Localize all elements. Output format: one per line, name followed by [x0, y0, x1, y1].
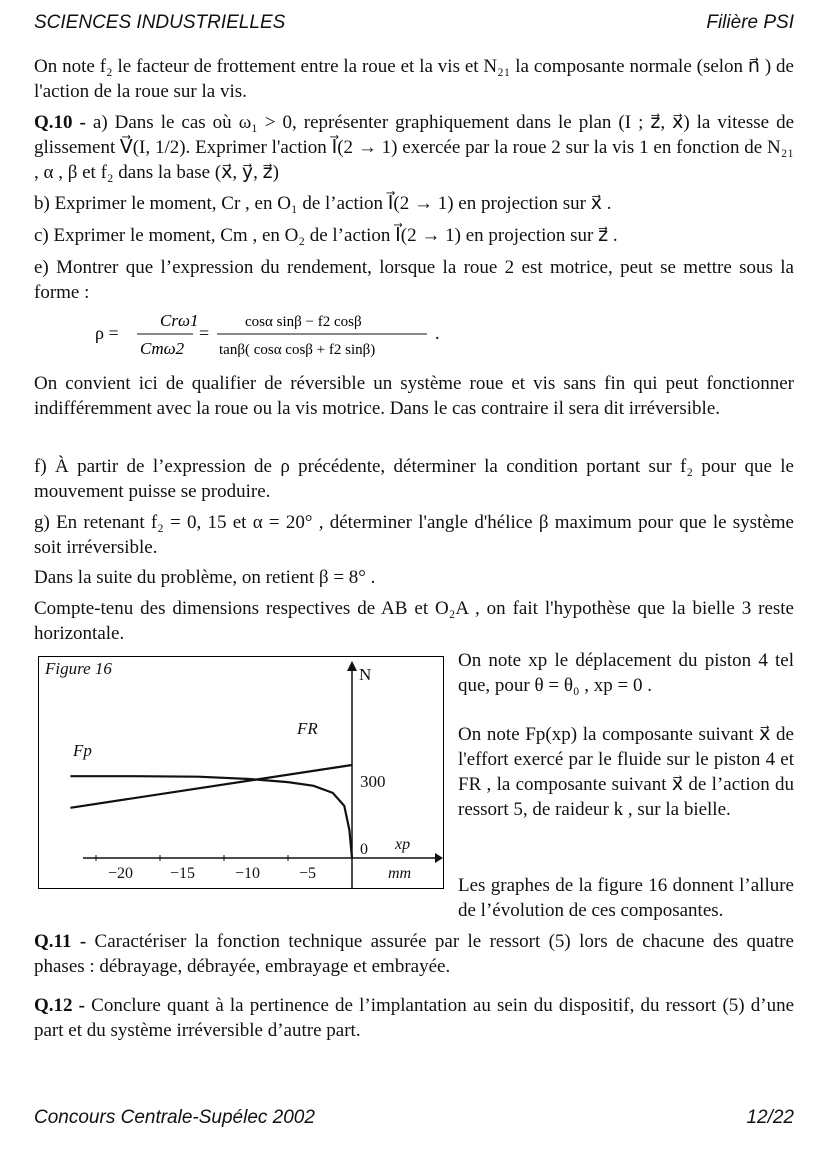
x-tick-minus20: −20 [108, 865, 134, 882]
footer-right: 12/22 [746, 1107, 794, 1128]
intro-paragraph: On note f₂ le facteur de frottement entre la roue et la vis et N₂₁ la composante normale (selon n⃗ ) de l'action de la roue sur la vis. [34, 56, 794, 102]
header-right: Filière PSI [706, 12, 794, 33]
header-left: SCIENCES INDUSTRIELLES [34, 12, 286, 33]
legend-FR: FR [297, 719, 318, 738]
q12-label: Q.12 - [34, 995, 86, 1016]
formula-frac1-num: Crω1 [160, 311, 199, 330]
x-tick-minus5: −5 [299, 865, 317, 882]
reversible-paragraph: On convient ici de qualifier de réversible un système roue et vis sans fin qui peut fonctionner indifféremment avec la roue ou la vis motrice. Dans le cas contraire il sera dit irréversible. [34, 373, 794, 419]
y-axis-label: N [359, 665, 372, 684]
x-axis-arrow [435, 853, 443, 863]
q11-paragraph [34, 929, 794, 979]
q12-text: Conclure quant à la pertinence de l’implantation au sein du dispositif, du ressort (5) d’une part et du système irréversible d’autre part. [34, 995, 795, 1041]
formula-frac2-num: cosα sinβ − f2 cosβ [245, 314, 362, 330]
x-tick-minus15: −15 [170, 865, 196, 882]
q12-paragraph [34, 993, 794, 1043]
right-paragraph-1: On note xp le déplacement du piston 4 tel que, pour θ = θ₀ , xp = 0 . [458, 650, 794, 696]
formula-frac1-den: Cmω2 [140, 339, 185, 358]
formula-equals: = [199, 323, 210, 343]
y-tick-0: 0 [360, 841, 368, 858]
q11-text: Caractériser la fonction technique assurée par le ressort (5) lors de chacune des quatre phases : débrayage, débrayée, embrayage et embrayée. [34, 931, 794, 977]
figure-16 [38, 656, 444, 889]
formula-end: . [435, 323, 440, 343]
formula-frac2-den: tanβ( cosα cosβ + f2 sinβ) [219, 342, 376, 358]
x-unit-label: mm [388, 865, 412, 882]
compte-paragraph: Compte-tenu des dimensions respectives de AB et O₂A , on fait l'hypothèse que la bielle 3 reste horizontale. [34, 598, 794, 644]
q10-a-text: a) Dans le cas où ω₁ > 0, représenter graphiquement dans le plan (I ; z⃗, x⃗) la vitesse de glissement V⃗(I, 1/2). Exprimer l'action I⃗(2 → 1) exercée par la roue 2 sur la vis 1 en fonction de N₂₁ , α , β et f₂ dans la base (x⃗, y⃗, z⃗) [34, 112, 795, 183]
q10-label: Q.10 - [34, 112, 86, 133]
suite-text: Dans la suite du problème, on retient β = 8° . [34, 567, 376, 588]
legend-Fp: Fp [73, 741, 92, 760]
y-tick-300: 300 [360, 772, 386, 791]
footer-left: Concours Centrale-Supélec 2002 [34, 1107, 315, 1128]
question-f: f) À partir de l’expression de ρ précédente, déterminer la condition portant sur f₂ pour que le mouvement puisse se produire. [34, 456, 794, 502]
q11-label: Q.11 - [34, 931, 87, 952]
q10-a-paragraph [34, 110, 794, 185]
q10-b-text: b) Exprimer le moment, Cr , en O₁ de l’action I⃗(2 → 1) en projection sur x⃗ . [34, 193, 612, 214]
y-axis-arrow [347, 661, 357, 671]
formula-svg [95, 306, 455, 360]
formula-rho: ρ = [95, 323, 119, 343]
series-FR-line [70, 765, 352, 808]
right-paragraph-2: On note Fp(xp) la composante suivant x⃗ de l'effort exercé par le fluide sur le piston 4 et FR , la composante suivant x⃗ de l’action du ressort 5, de raideur k , sur la bielle. [458, 724, 794, 820]
right-paragraph-3: Les graphes de la figure 16 donnent l’allure de l’évolution de ces composantes. [458, 875, 794, 921]
q10-e-text: e) Montrer que l’expression du rendement, lorsque la roue 2 est motrice, peut se mettre sous la forme : [34, 257, 794, 303]
efficiency-formula [95, 306, 455, 365]
series-Fp-line [70, 776, 352, 858]
x-axis-label: xp [395, 836, 411, 853]
question-g: g) En retenant f₂ = 0, 15 et α = 20° , déterminer l'angle d'hélice β maximum pour que le système soit irréversible. [34, 512, 794, 558]
q10-c-text: c) Exprimer le moment, Cm , en O₂ de l’action I⃗(2 → 1) en projection sur z⃗ . [34, 225, 618, 246]
figure-title: Figure 16 [45, 659, 112, 678]
x-tick-minus10: −10 [235, 865, 261, 882]
